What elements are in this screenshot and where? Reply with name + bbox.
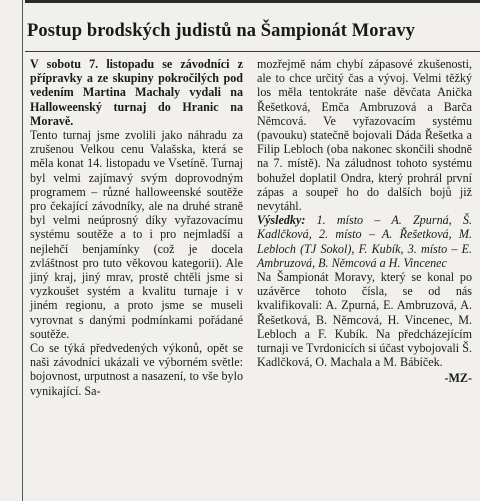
left-column	[30, 57, 243, 398]
right-paragraph-1: mozřejmě nám chybí zápasové zkušenosti, ale to chce určitý čas a vývoj. Velmi těžký los měla tentokráte naše děvčata Anička Řešetková, Emča Ambruzová a Barča Němcová. Ve vyřazovacím systému (pavouku) statečně bojovali Dáda Řešetka a Filip Lebloch (oba nakonec skončili shodně na 7. místě). Na záludnost tohoto systému bohužel doplatil Ondra, který prohrál první zápas a soupeř ho do dalších bojů již nevytáhl.	[257, 57, 472, 214]
article-title: Postup brodských judistů na Šampionát Moravy	[27, 21, 416, 41]
right-paragraph-2: Na Šampionát Moravy, který se konal po uzávěrce tohoto čísla, se od nás kvalifikovali: A. Zpurná, E. Ambruzová, A. Řešetková, B. Němcová, H. Vincenec, M. Lebloch a F. Kubík. Na předcházejícím turnaji ve Tvrdonicích si účast vybojovali Š. Kadlčková, O. Machala a M. Bábíček.	[257, 270, 472, 370]
results-text: 1. místo – A. Zpurná, Š. Kadlčková, 2. místo – A. Řešetková, M. Lebloch (TJ Sokol), F. Kubík, 3. místo – E. Ambruzová, B. Němcová a H. Vincenec	[257, 213, 472, 270]
results-label: Výsledky:	[257, 213, 306, 228]
column-divider-rule	[22, 0, 23, 501]
results-paragraph	[257, 213, 472, 270]
left-paragraph-2: Co se týká předvedených výkonů, opět se naši závodníci ukázali ve výborném světle: bojovnost, urputnost a nasazení, to vše bylo vynikající. Sa-	[30, 341, 243, 398]
author-signature: -MZ-	[444, 371, 472, 386]
left-paragraph-1: Tento turnaj jsme zvolili jako náhradu za zrušenou Velkou cenu Valašska, která se měla konat 14. listopadu ve Vsetíně. Turnaj byl velmi zajímavý svým doprovodným programem – různé halloweenské soutěže pro čekající závodníky, ale na druhé straně byl velmi neúprosný díky vyřazovacímu systému soutěže a to i pro nejmladší a nejlehčí benjamínky (což je docela zvláštnost pro tuto věkovou kategorii). Ale jiný kraj, jiný mrav, prostě chtěli jsme si vyzkoušet systém a kvalitu turnaje i v jiném regionu, a proto jsme se museli vyrovnat s danými podmínkami pořádané soutěže.	[30, 128, 243, 341]
right-column	[257, 57, 472, 386]
article-lead: V sobotu 7. listopadu se závodníci z přípravky a ze skupiny pokročilých pod vedením Martina Machaly vydali na Halloweenský turnaj do Hranic na Moravě.	[30, 57, 243, 128]
title-rule	[25, 51, 480, 52]
top-rule	[25, 0, 480, 3]
